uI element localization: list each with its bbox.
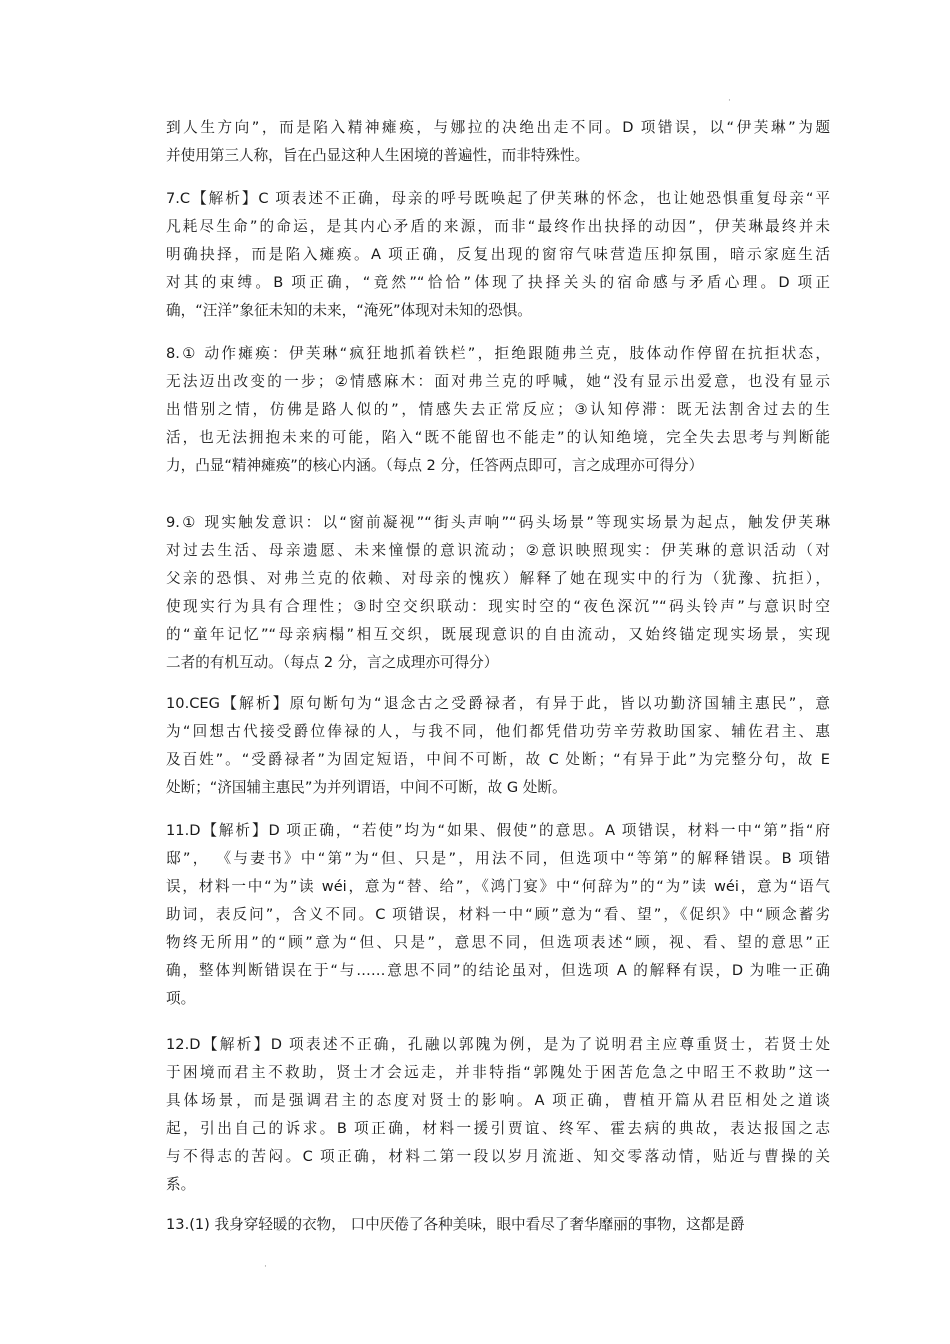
text-line: 10.CEG【解析】原句断句为“退念古之受爵禄者，有异于此，皆以功勤济国辅主惠民”，意 xyxy=(166,695,830,712)
text-line: 12.D【解析】D 项表述不正确，孔融以郭隗为例，是为了说明君主应尊重贤士，若贤士处 xyxy=(166,1036,830,1053)
text-line: 对过去生活、母亲遗愿、未来憧憬的意识流动；②意识映照现实：伊芙琳的意识活动（对 xyxy=(166,542,830,559)
text-line: 邸”， 《与妻书》中“第”为“但、只是”，用法不同，但选项中“等第”的解释错误。B 项错 xyxy=(166,850,830,867)
text-line: 使现实行为具有合理性；③时空交织联动：现实时空的“夜色深沉”“码头铃声”与意识时空 xyxy=(166,598,830,615)
text-line: 助词，表反问”，含义不同。C 项错误，材料一中“顾”意为“看、望”，《促织》中“顾念蓄劣 xyxy=(166,906,830,923)
text-line: 二者的有机互动。（每点 2 分，言之成理亦可得分） xyxy=(166,654,499,671)
text-line: 无法迈出改变的一步；②情感麻木：面对弗兰克的呼喊，她“没有显示出爱意，也没有显示 xyxy=(166,373,830,390)
text-line: 出惜别之情，仿佛是路人似的”，情感失去正常反应；③认知停滞：既无法割舍过去的生 xyxy=(166,401,830,418)
text-line: 9.① 现实触发意识：以“窗前凝视”“街头声响”“码头场景”等现实场景为起点，触发伊芙琳 xyxy=(166,514,830,531)
answer-13-block xyxy=(166,1211,830,1239)
text-line: 凡耗尽生命”的命运，是其内心矛盾的来源，而非“最终作出抉择的动因”，伊芙琳最终并未 xyxy=(166,218,830,235)
text-line: 与不得志的苦闷。C 项正确，材料二第一段以岁月流逝、知交零落动情，贴近与曹操的关 xyxy=(166,1148,830,1165)
text-line: 处断；“济国辅主惠民”为并列谓语，中间不可断，故 G 处断。 xyxy=(166,779,567,796)
text-line: 物终无所用”的“顾”意为“但、只是”，意思不同，但选项表述“顾，视、看、望的意思”正 xyxy=(166,934,830,951)
text-line: 具体场景，而是强调君主的态度对贤士的影响。A 项正确，曹植开篇从君臣相处之道谈 xyxy=(166,1092,830,1109)
text-line: 确，“汪洋”象征未知的未来，“淹死”体现对未知的恐惧。 xyxy=(166,302,532,319)
decorative-dot: · xyxy=(728,96,731,106)
text-line: 的“童年记忆”“母亲病榻”相互交织，既展现意识的自由流动，又始终锚定现实场景，实现 xyxy=(166,626,830,643)
answer-7-block xyxy=(166,185,830,325)
text-line: 到人生方向”，而是陷入精神瘫痪，与娜拉的决绝出走不同。D 项错误，以“伊芙琳”为题 xyxy=(166,119,830,136)
text-line: 7.C【解析】C 项表述不正确，母亲的呼号既唤起了伊芙琳的怀念，也让她恐惧重复母亲“平 xyxy=(166,190,830,207)
text-line: 起，引出自己的诉求。B 项正确，材料一援引贾谊、终军、霍去病的典故，表达报国之志 xyxy=(166,1120,830,1137)
text-line: 11.D【解析】D 项正确，“若使”均为“如果、假使”的意思。A 项错误，材料一中“第”指“府 xyxy=(166,822,830,839)
text-line: 确，整体判断错误在于“与……意思不同”的结论虽对，但选项 A 的解释有误，D 为唯一正确 xyxy=(166,962,830,979)
text-line: 系。 xyxy=(166,1176,196,1193)
text-line: 项。 xyxy=(166,990,196,1007)
text-line: 及百姓”。“受爵禄者”为固定短语，中间不可断，故 C 处断；“有异于此”为完整分句，故 E xyxy=(166,751,830,768)
text-line: 父亲的恐惧、对弗兰克的依赖、对母亲的愧疚）解释了她在现实中的行为（犹豫、抗拒）， xyxy=(166,570,830,587)
text-line: 活，也无法拥抱未来的可能，陷入“既不能留也不能走”的认知绝境，完全失去思考与判断能 xyxy=(166,429,830,446)
text-line: 对其的束缚。B 项正确，“竟然”“恰恰”体现了抉择关头的宿命感与矛盾心理。D 项正 xyxy=(166,274,830,291)
answer-9-block xyxy=(166,509,830,677)
text-line: 并使用第三人称，旨在凸显这种人生困境的普遍性，而非特殊性。 xyxy=(166,147,590,164)
text-line: 误，材料一中“为”读 wéi，意为“替、给”，《鸿门宴》中“何辞为”的“为”读 wéi，意为“语气 xyxy=(166,878,830,895)
answer-10-block xyxy=(166,690,830,802)
text-line: 于困境而君主不救助，贤士才会远走，并非特指“郭隗处于困苦危急之中昭王不救助”这一 xyxy=(166,1064,830,1081)
answer-12-block xyxy=(166,1031,830,1199)
answer-8-block xyxy=(166,340,830,480)
text-line: 13.(1) 我身穿轻暖的衣物， 口中厌倦了各种美味，眼中看尽了奢华靡丽的事物，这都是爵 xyxy=(166,1216,745,1233)
continued-answer-block xyxy=(166,114,830,170)
answer-11-block xyxy=(166,817,830,1013)
text-line: 为“回想古代接受爵位俸禄的人，与我不同，他们都凭借功劳辛劳救助国家、辅佐君主、惠 xyxy=(166,723,830,740)
decorative-dot: · xyxy=(264,1262,267,1272)
text-line: 力，凸显“精神瘫痪”的核心内涵。（每点 2 分，任答两点即可，言之成理亦可得分） xyxy=(166,457,704,474)
text-line: 明确抉择，而是陷入瘫痪。A 项正确，反复出现的窗帘气味营造压抑氛围，暗示家庭生活 xyxy=(166,246,830,263)
text-line: 8.① 动作瘫痪：伊芙琳“疯狂地抓着铁栏”，拒绝跟随弗兰克，肢体动作停留在抗拒状态， xyxy=(166,345,830,362)
